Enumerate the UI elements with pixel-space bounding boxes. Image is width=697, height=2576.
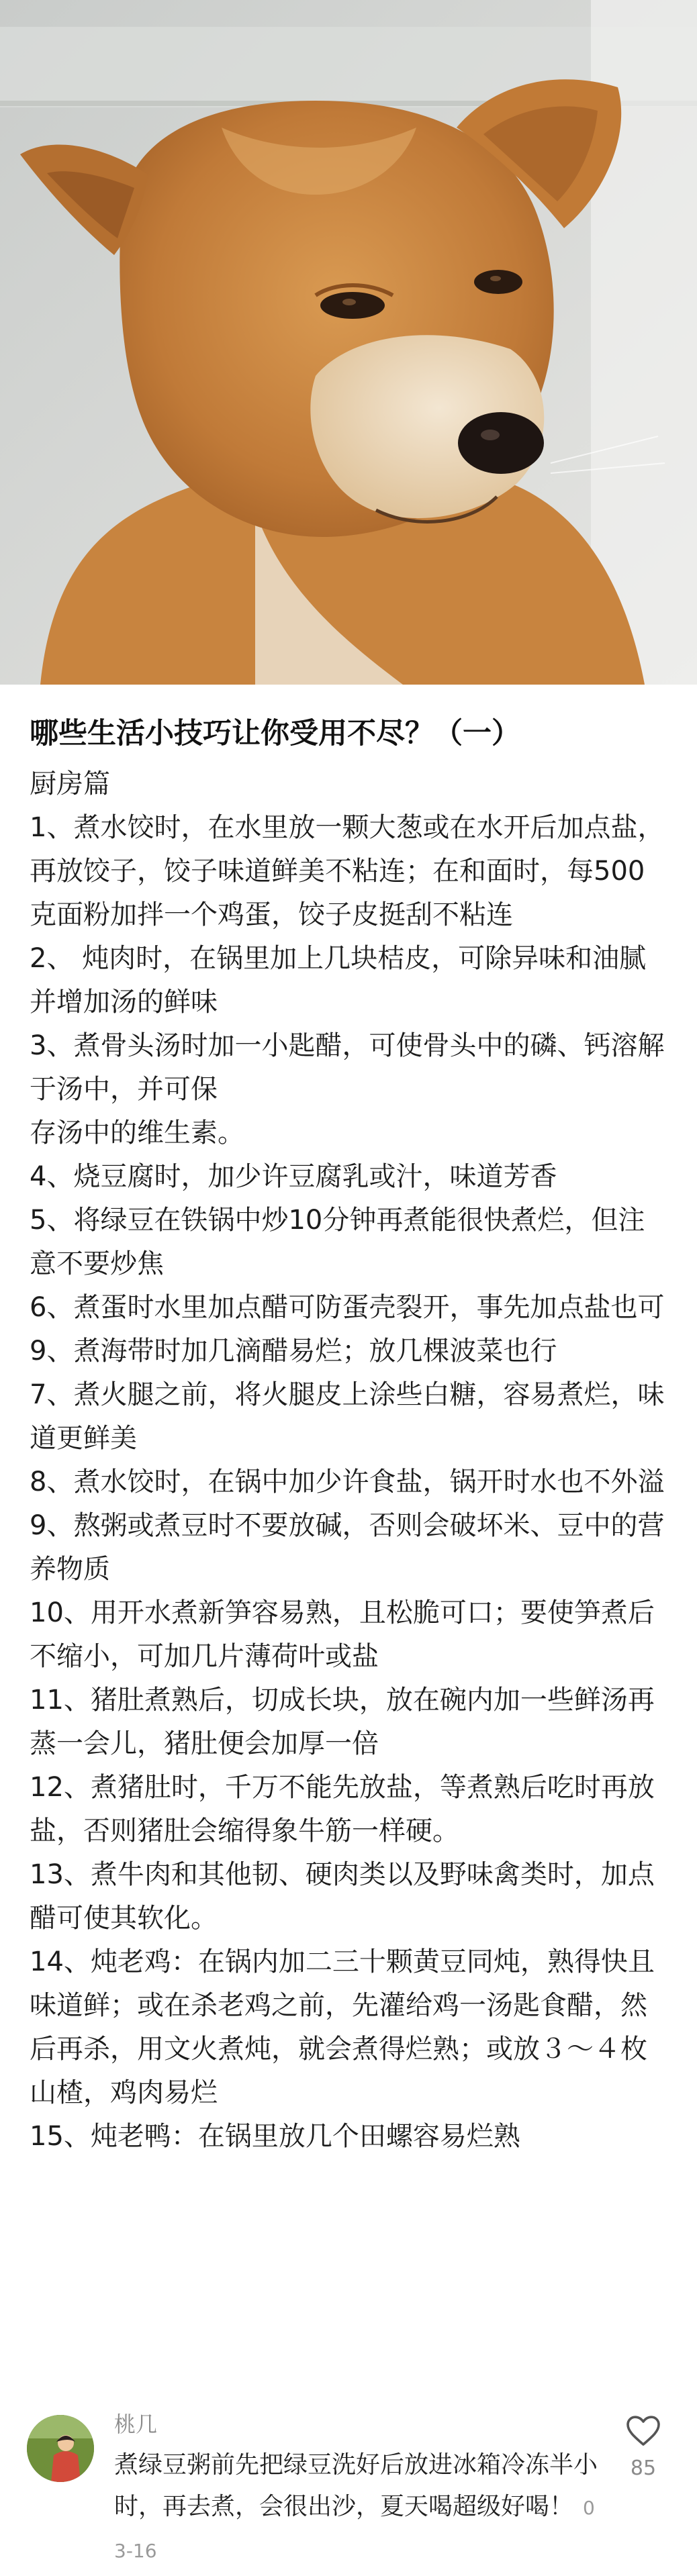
tip-item: 6、煮蛋时水里加点醋可防蛋壳裂开，事先加点盐也可 — [30, 1292, 665, 1323]
tip-item: 1、煮水饺时，在水里放一颗大葱或在水开后加点盐，再放饺子，饺子味道鲜美不粘连；在和面时，每500克面粉加拌一个鸡蛋，饺子皮挺刮不粘连 — [30, 812, 665, 930]
like-button[interactable] — [616, 2415, 670, 2483]
tip-item: 9、煮海带时加几滴醋易烂；放几棵波菜也行 — [30, 1336, 557, 1367]
comment-date: 03-16 — [114, 2497, 595, 2562]
tip-item: 7、煮火腿之前，将火腿皮上涂些白糖，容易煮烂，味道更鲜美 — [30, 1379, 665, 1454]
tip-item: 4、烧豆腐时，加少许豆腐乳或汁，味道芳香 — [30, 1161, 557, 1192]
tip-item: 10、用开水煮新笋容易熟，且松脆可口；要使笋煮后不缩小，可加几片薄荷叶或盐 — [30, 1597, 655, 1672]
avatar[interactable] — [27, 2415, 94, 2482]
heart-outline-icon — [626, 2415, 661, 2447]
comment-item — [0, 2376, 697, 2576]
hero-image — [0, 0, 697, 685]
comment-text: 煮绿豆粥前先把绿豆洗好后放进冰箱冷冻半小时，再去煮，会很出沙，夏天喝超级好喝！ — [114, 2451, 598, 2520]
post-content — [0, 685, 697, 2376]
tip-item: 8、煮水饺时，在锅中加少许食盐，锅开时水也不外溢 — [30, 1467, 665, 1497]
tip-item: 13、煮牛肉和其他韧、硬肉类以及野味禽类时，加点醋可使其软化。 — [30, 1859, 655, 1934]
tip-item: 3、煮骨头汤时加一小匙醋，可使骨头中的磷、钙溶解于汤中，并可保 存汤中的维生素。 — [30, 1030, 665, 1148]
tips-list — [30, 806, 667, 2159]
avatar-image — [27, 2415, 94, 2482]
tip-item: 12、煮猪肚时，千万不能先放盐，等煮熟后吃时再放盐，否则猪肚会缩得象牛筋一样硬。 — [30, 1772, 655, 1846]
tip-item: 15、炖老鸭：在锅里放几个田螺容易烂熟 — [30, 2121, 520, 2152]
like-count: 85 — [630, 2457, 657, 2480]
section-label: 厨房篇 — [30, 769, 110, 799]
tip-item: 11、猪肚煮熟后，切成长块，放在碗内加一些鲜汤再蒸一会儿，猪肚便会加厚一倍 — [30, 1685, 655, 1759]
comment-username[interactable]: 桃几 — [114, 2412, 158, 2437]
tip-item: 2、 炖肉时，在锅里加上几块桔皮，可除异味和油腻并增加汤的鲜味 — [30, 943, 647, 1018]
comment-body — [114, 2444, 598, 2572]
tip-item: 14、炖老鸡：在锅内加二三十颗黄豆同炖，熟得快且味道鲜；或在杀老鸡之前，先灌给鸡一汤匙食醋，然后再杀，用文火煮炖，就会煮得烂熟；或放３～４枚山楂，鸡肉易烂 — [30, 1946, 655, 2108]
post-title: 哪些生活小技巧让你受用不尽？（一） — [30, 717, 520, 750]
tip-item: 5、将绿豆在铁锅中炒10分钟再煮能很快煮烂，但注意不要炒焦 — [30, 1205, 645, 1279]
tip-item: 9、熬粥或煮豆时不要放碱，否则会破坏米、豆中的营养物质 — [30, 1510, 665, 1585]
dog-photo — [0, 0, 697, 685]
